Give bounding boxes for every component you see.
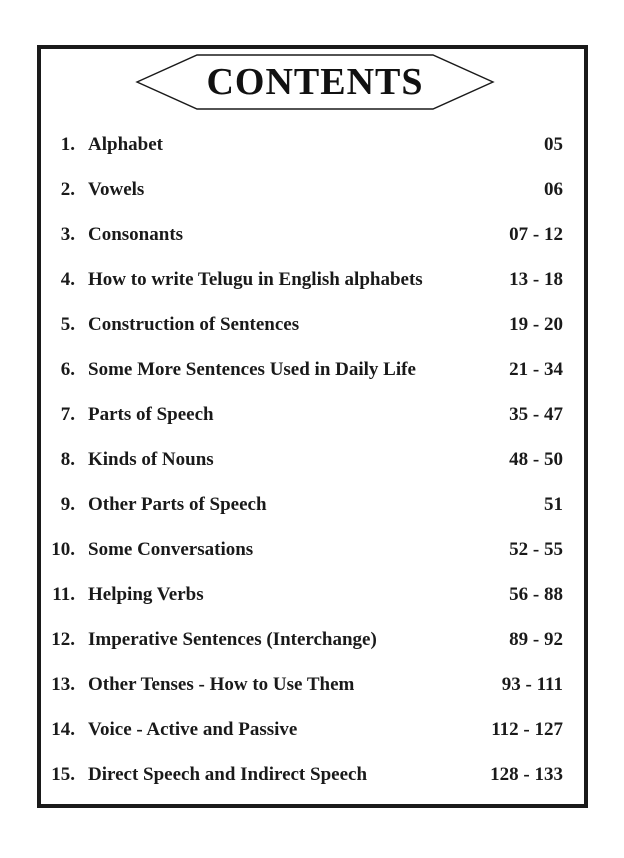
toc-entry-number: 8.	[60, 449, 75, 470]
toc-entry-title: Kinds of Nouns	[88, 449, 214, 470]
toc-entry-title: Other Parts of Speech	[88, 494, 267, 515]
toc-entry-pages: 89 - 92	[509, 629, 563, 650]
toc-entry-pages: 13 - 18	[509, 269, 563, 290]
toc-entry-pages: 21 - 34	[509, 359, 563, 380]
toc-entry-number: 13.	[51, 674, 75, 695]
toc-entry-title: Direct Speech and Indirect Speech	[88, 764, 368, 785]
toc-entry-number: 4.	[60, 269, 75, 290]
toc-entry-number: 7.	[60, 404, 75, 425]
toc-entry-title: Alphabet	[88, 134, 163, 155]
toc-entry-pages: 51	[544, 494, 563, 515]
toc-entry-pages: 07 - 12	[509, 224, 563, 245]
toc-entry-pages: 48 - 50	[509, 449, 563, 470]
toc-entry-pages: 56 - 88	[509, 584, 563, 605]
toc-entry-number: 15.	[51, 764, 75, 785]
toc-entry[interactable]	[45, 709, 575, 754]
toc-entry[interactable]	[45, 664, 575, 709]
toc-entry-number: 14.	[51, 719, 75, 740]
table-of-contents	[45, 124, 575, 799]
toc-entry-title: Construction of Sentences	[88, 314, 300, 335]
contents-heading-banner	[135, 53, 495, 111]
toc-entry[interactable]	[45, 304, 575, 349]
toc-entry-title: How to write Telugu in English alphabets	[88, 269, 423, 290]
toc-entry-pages: 19 - 20	[509, 314, 563, 335]
toc-entry[interactable]	[45, 214, 575, 259]
toc-entry-title: Some More Sentences Used in Daily Life	[88, 359, 416, 380]
toc-entry-title: Vowels	[88, 179, 145, 200]
toc-entry[interactable]	[45, 394, 575, 439]
toc-entry-number: 1.	[60, 134, 75, 155]
toc-entry-pages: 06	[544, 179, 563, 200]
toc-entry-title: Imperative Sentences (Interchange)	[88, 629, 377, 650]
toc-entry-title: Some Conversations	[88, 539, 254, 560]
toc-entry-pages: 128 - 133	[490, 764, 563, 785]
toc-entry[interactable]	[45, 124, 575, 169]
toc-entry-title: Parts of Speech	[88, 404, 214, 425]
toc-entry[interactable]	[45, 349, 575, 394]
toc-entry[interactable]	[45, 529, 575, 574]
toc-entry-number: 10.	[51, 539, 75, 560]
toc-entry[interactable]	[45, 574, 575, 619]
toc-entry[interactable]	[45, 754, 575, 799]
toc-entry[interactable]	[45, 439, 575, 484]
toc-entry-pages: 112 - 127	[491, 719, 563, 740]
toc-entry-number: 6.	[60, 359, 75, 380]
toc-entry-number: 11.	[52, 584, 75, 605]
toc-entry-pages: 35 - 47	[509, 404, 563, 425]
toc-entry-number: 2.	[60, 179, 75, 200]
toc-entry[interactable]	[45, 484, 575, 529]
toc-entry-number: 3.	[60, 224, 75, 245]
toc-entry[interactable]	[45, 169, 575, 214]
toc-entry-pages: 93 - 111	[501, 674, 563, 695]
toc-entry[interactable]	[45, 619, 575, 664]
toc-entry-title: Consonants	[88, 224, 184, 245]
toc-entry[interactable]	[45, 259, 575, 304]
toc-entry-title: Voice - Active and Passive	[88, 719, 298, 740]
toc-entry-number: 5.	[60, 314, 75, 335]
toc-entry-title: Helping Verbs	[88, 584, 204, 605]
toc-entry-number: 9.	[60, 494, 75, 515]
toc-entry-title: Other Tenses - How to Use Them	[88, 674, 355, 695]
page-title: CONTENTS	[206, 61, 424, 103]
toc-entry-number: 12.	[51, 629, 75, 650]
toc-entry-pages: 52 - 55	[509, 539, 563, 560]
toc-entry-pages: 05	[544, 134, 563, 155]
